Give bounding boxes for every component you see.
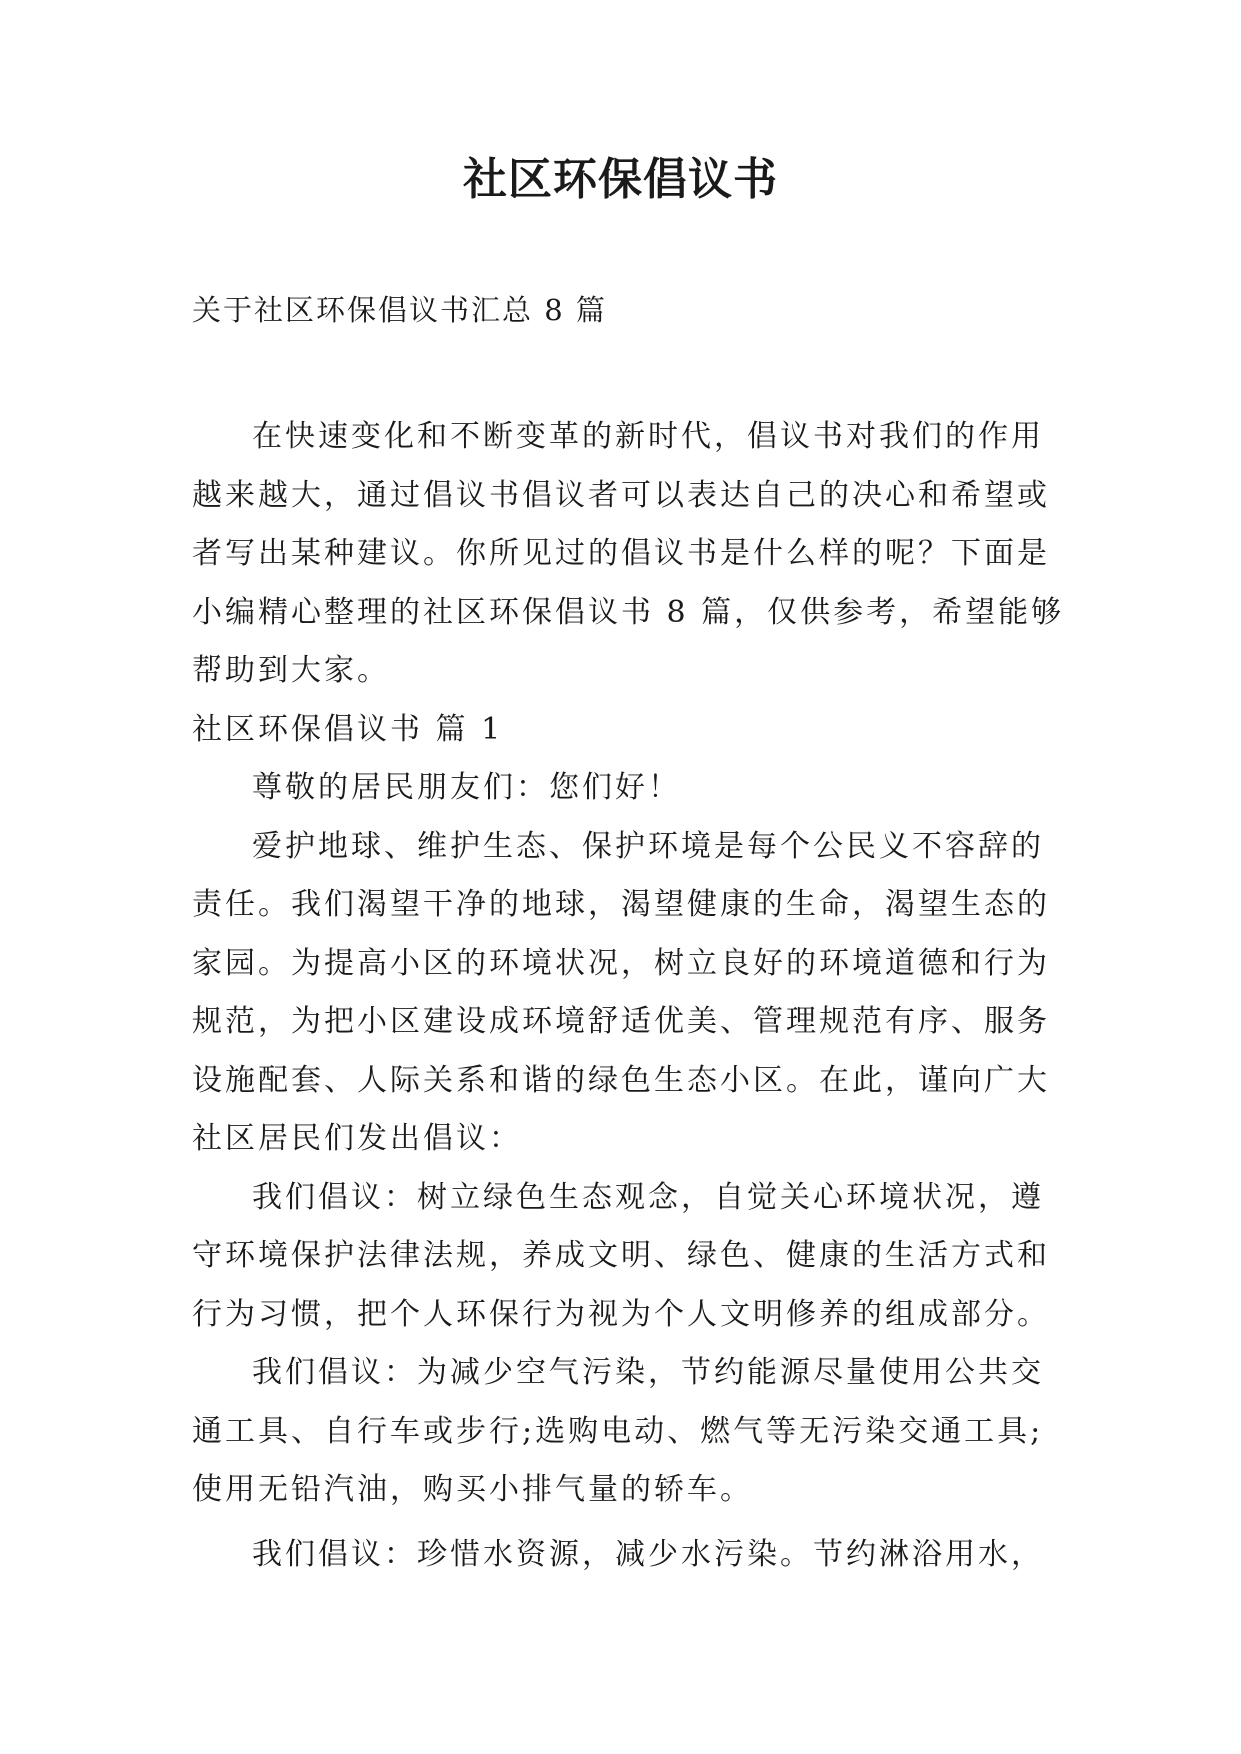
document-subtitle: 关于社区环保倡议书汇总 8 篇 [192,293,607,327]
document-body [192,408,1070,1584]
greeting-paragraph: 尊敬的居民朋友们：您们好！ [252,770,681,805]
section-heading: 社区环保倡议书 篇 1 [192,711,504,747]
body-paragraph: 我们倡议：树立绿色生态观念，自觉关心环境状况，遵守环境保护法律法规，养成文明、绿色、健康的生活方式和行为习惯，把个人环保行为视为个人文明修养的组成部分。 [192,1179,1050,1332]
body-paragraph: 我们倡议：为减少空气污染，节约能源尽量使用公共交通工具、自行车或步行;选购电动、燃气等无污染交通工具;使用无铅汽油，购买小排气量的轿车。 [192,1355,1044,1507]
body-paragraph: 爱护地球、维护生态、保护环境是每个公民义不容辞的责任。我们渴望干净的地球，渴望健康的生命，渴望生态的家园。为提高小区的环境状况，树立良好的环境道德和行为规范，为把小区建设成环境舒适优美、管理规范有序、服务设施配套、人际关系和谐的绿色生态小区。在此，谨向广大社区居民们发出倡议： [192,828,1050,1156]
intro-paragraph: 在快速变化和不断变革的新时代，倡议书对我们的作用越来越大，通过倡议书倡议者可以表达自己的决心和希望或者写出某种建议。你所见过的倡议书是什么样的呢？下面是小编精心整理的社区环保倡议书 8 篇，仅供参考，希望能够帮助到大家。 [192,419,1065,688]
document-title: 社区环保倡议书 [463,154,778,205]
body-paragraph: 我们倡议：珍惜水资源，减少水污染。节约淋浴用水， [252,1536,1044,1572]
